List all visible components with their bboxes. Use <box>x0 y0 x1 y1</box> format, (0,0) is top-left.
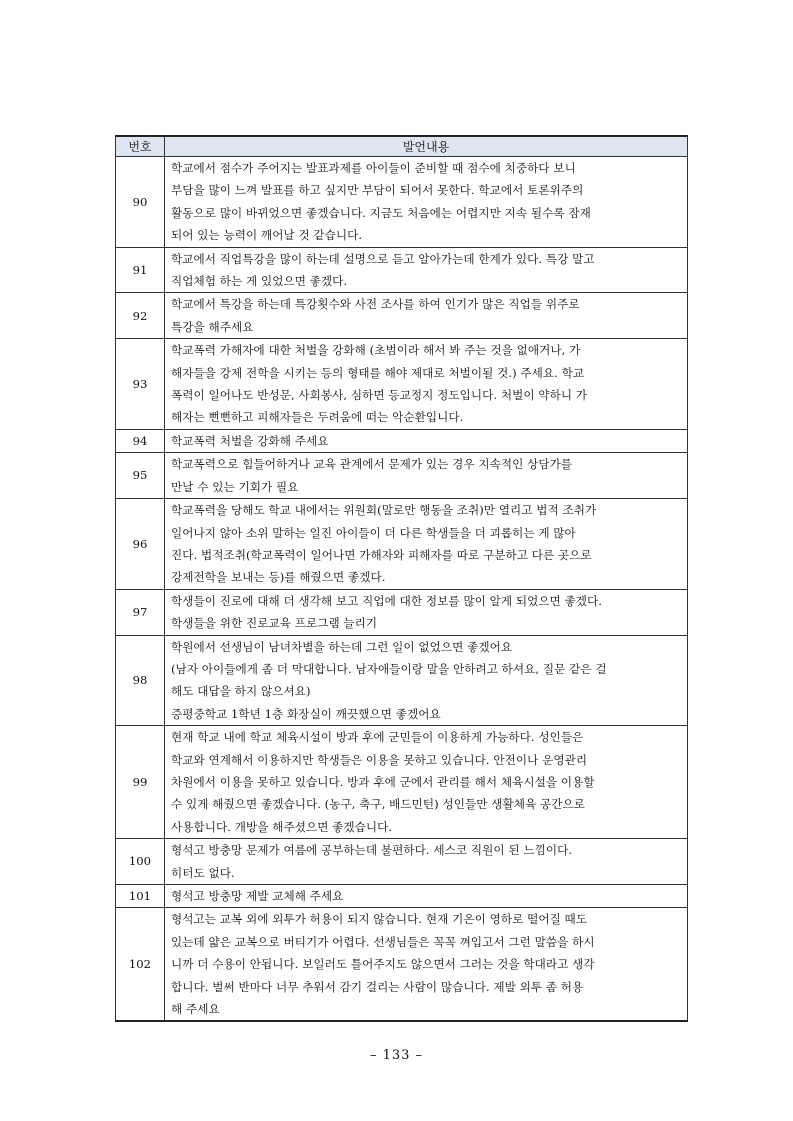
content-line: 형석고 방충망 문제가 여름에 공부하는데 불편하다. 세스코 직원이 된 느낌이다. <box>171 843 573 858</box>
content-line: (남자 아이들에게 좀 더 막대합니다. 남자애들이랑 말을 안하려고 하셔요, 질문 같은 걸 <box>171 661 607 676</box>
table-row <box>116 453 688 499</box>
content-line: 차원에서 이용을 못하고 있습니다. 방과 후에 군에서 관리를 해서 체육시설을 이용할 <box>171 774 595 789</box>
row-content <box>165 885 688 908</box>
row-number: 101 <box>116 885 165 908</box>
header-number: 번호 <box>116 136 165 157</box>
content-line: 특강을 해주세요 <box>171 319 254 334</box>
content-line: 해 주세요 <box>171 1002 220 1017</box>
table-body <box>116 157 688 1022</box>
table-row <box>116 429 688 452</box>
row-content <box>165 429 688 452</box>
content-line: 해자는 뻔뻔하고 피해자들은 두려움에 떠는 악순환입니다. <box>171 410 464 425</box>
content-line: 형석고 방충망 제발 교체해 주세요 <box>171 889 344 903</box>
table-row <box>116 499 688 590</box>
content-line: 학교폭력을 당해도 학교 내에서는 위원회(말로만 행동을 조취)만 열리고 법적 조취가 <box>171 503 597 518</box>
content-line: 형석고는 교복 외에 외투가 허용이 되지 않습니다. 현재 기온이 영하로 떨어질 때도 <box>171 912 588 927</box>
row-number: 92 <box>116 293 165 339</box>
table-row <box>116 726 688 839</box>
table-row <box>116 247 688 293</box>
content-line: 증평중학교 1학년 1층 화장실이 깨끗했으면 좋겠어요 <box>171 706 441 721</box>
content-line: 부담을 많이 느껴 발표를 하고 싶지만 부담이 되어서 못한다. 학교에서 토론위주의 <box>171 183 584 198</box>
content-line: 활동으로 많이 바뀌었으면 좋겠습니다. 지금도 처음에는 어렵지만 지속 될수록 잠재 <box>171 205 591 220</box>
table-row <box>116 589 688 635</box>
content-line: 현재 학교 내에 학교 체육시설이 방과 후에 군민들이 이용하게 가능하다. 성인들은 <box>171 730 584 745</box>
content-line: 강제전학을 보내는 등)를 해줬으면 좋겠다. <box>171 570 386 585</box>
table-row <box>116 157 688 248</box>
row-content <box>165 293 688 339</box>
row-content <box>165 339 688 430</box>
content-line: 히터도 없다. <box>171 865 235 880</box>
row-number: 100 <box>116 839 165 885</box>
row-number: 99 <box>116 726 165 839</box>
content-line: 학원에서 선생님이 남녀차별을 하는데 그런 일이 없었으면 좋겠어요 <box>171 639 513 654</box>
content-line: 학생들을 위한 진로교육 프로그램 늘리기 <box>171 616 378 631</box>
row-number: 98 <box>116 635 165 726</box>
content-line: 학생들이 진로에 대해 더 생각해 보고 직업에 대한 정보를 많이 알게 되었으면 좋겠다. <box>171 593 603 608</box>
content-line: 합니다. 벌써 반마다 너무 추워서 감기 걸리는 사람이 많습니다. 제발 외투 좀 허용 <box>171 979 584 994</box>
header-content: 발언내용 <box>165 136 688 157</box>
table-row <box>116 293 688 339</box>
content-line: 있는데 얇은 교복으로 버티기가 어렵다. 선생님들은 꼭꼭 껴입고서 그런 말씀을 하시 <box>171 934 595 949</box>
content-line: 되어 있는 능력이 깨어날 것 같습니다. <box>171 228 363 243</box>
content-line: 해도 대답을 하지 않으셔요) <box>171 684 311 699</box>
row-content <box>165 453 688 499</box>
row-content <box>165 726 688 839</box>
content-line: 해자들을 강제 전학을 시키는 등의 형태를 해야 제대로 처벌이될 것.) 주세요. 학교 <box>171 365 585 380</box>
content-line: 학교에서 점수가 주어지는 발표과제를 아이들이 준비할 때 점수에 치중하다 보니 <box>171 161 576 175</box>
content-line: 학교와 연계해서 이용하지만 학생들은 이용을 못하고 있습니다. 안전이나 운영관리 <box>171 752 588 767</box>
row-content <box>165 635 688 726</box>
page-number: – 133 – <box>369 1048 424 1063</box>
table-row <box>116 839 688 885</box>
content-line: 학교에서 특강을 하는데 특강횟수와 사전 조사를 하여 인기가 많은 직업들 위주로 <box>171 297 580 312</box>
row-number: 97 <box>116 589 165 635</box>
content-line: 니까 더 수용이 안됩니다. 보일러도 틀어주지도 않으면서 그러는 것을 학대라고 생각 <box>171 957 595 972</box>
row-content <box>165 247 688 293</box>
content-line: 학교폭력 처벌을 강화해 주세요 <box>171 433 329 448</box>
row-number: 96 <box>116 499 165 590</box>
row-number: 90 <box>116 157 165 248</box>
row-number: 93 <box>116 339 165 430</box>
content-line: 직업체험 하는 게 있었으면 좋겠다. <box>171 274 348 289</box>
row-number: 94 <box>116 429 165 452</box>
table-header-row <box>116 136 688 157</box>
content-line: 학교폭력 가해자에 대한 처벌을 강화해 (초범이라 해서 봐 주는 것을 없애거나, 가 <box>171 343 581 358</box>
row-number: 102 <box>116 908 165 1022</box>
content-line: 만날 수 있는 기회가 필요 <box>171 479 299 494</box>
content-line: 수 있게 해줬으면 좋겠습니다. (농구, 축구, 배드민턴) 성인들만 생활체육 공간으로 <box>171 797 585 812</box>
content-line: 일어나지 않아 소위 말하는 일진 아이들이 더 다른 학생들을 더 괴롭히는 게 많아 <box>171 525 576 540</box>
row-content <box>165 839 688 885</box>
content-line: 폭력이 일어나도 반성문, 사회봉사, 심하면 등교정지 정도입니다. 처벌이 약하니 가 <box>171 388 588 403</box>
content-line: 사용합니다. 개방을 해주셨으면 좋겠습니다. <box>171 819 393 834</box>
row-number: 91 <box>116 247 165 293</box>
row-content <box>165 908 688 1022</box>
table-row <box>116 908 688 1022</box>
table-row <box>116 885 688 908</box>
content-line: 진다. 법적조취(학교폭력이 일어나면 가해자와 피해자를 따로 구분하고 다른 곳으로 <box>171 547 592 562</box>
row-content <box>165 499 688 590</box>
row-number: 95 <box>116 453 165 499</box>
content-line: 학교에서 직업특강을 많이 하는데 설명으로 듣고 알아가는데 한계가 있다. 특강 말고 <box>171 251 595 266</box>
row-content <box>165 589 688 635</box>
table-row <box>116 339 688 430</box>
content-line: 학교폭력으로 힘들어하거나 교육 관계에서 문제가 있는 경우 지속적인 상담가를 <box>171 457 573 472</box>
opinion-table <box>115 135 688 1022</box>
table-row <box>116 635 688 726</box>
row-content <box>165 157 688 248</box>
